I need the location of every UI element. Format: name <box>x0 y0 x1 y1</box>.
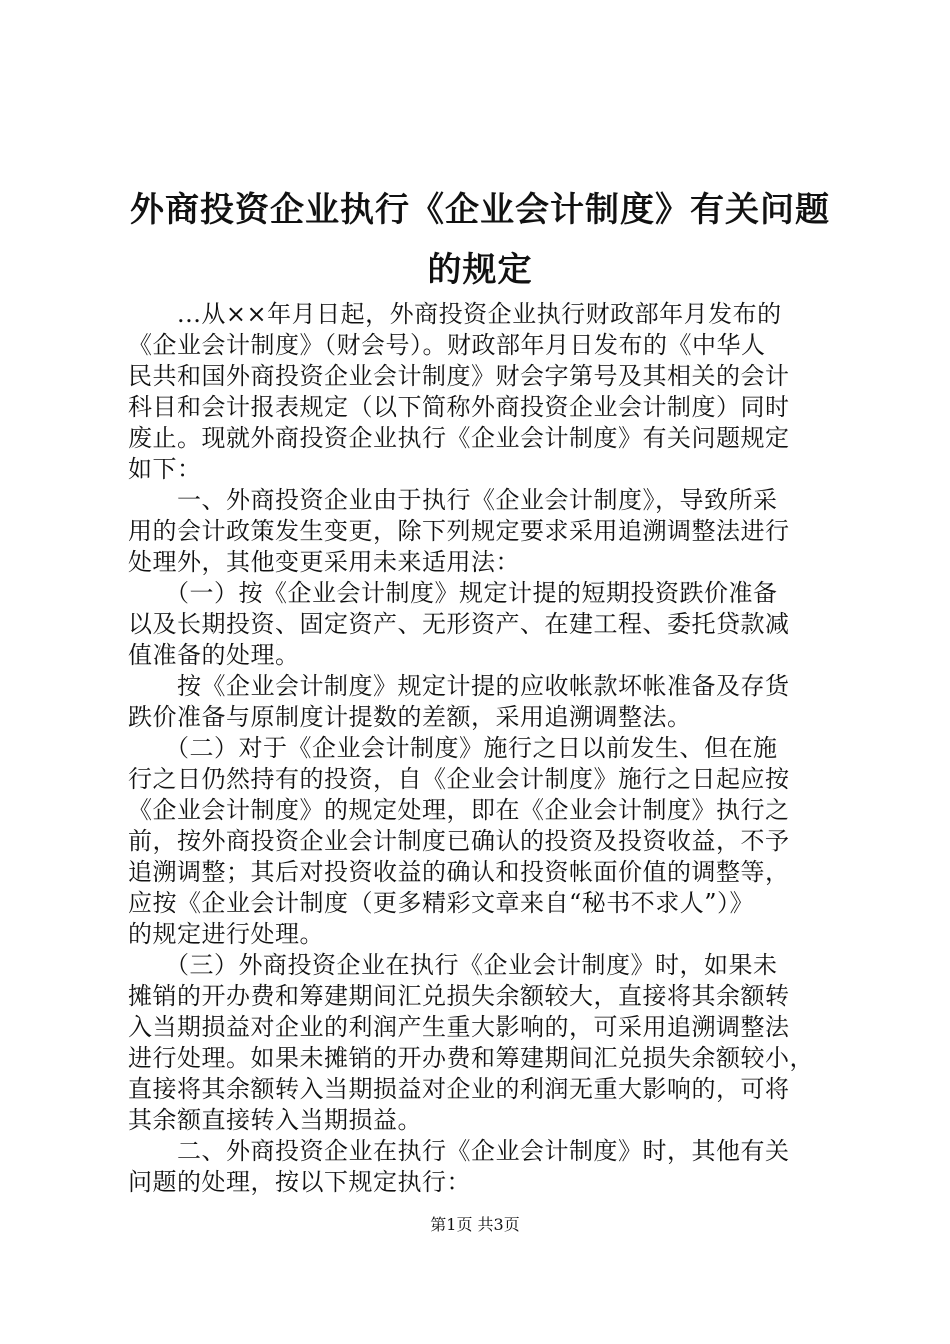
body-line: 问题的处理，按以下规定执行： <box>128 1168 471 1196</box>
body-line: 摊销的开办费和筹建期间汇兑损失余额较大，直接将其余额转 <box>128 982 790 1010</box>
body-line: 按《企业会计制度》规定计提的应收帐款坏帐准备及存货 <box>128 672 790 700</box>
body-line: 《企业会计制度》的规定处理，即在《企业会计制度》执行之 <box>128 796 790 824</box>
body-line: 一、外商投资企业由于执行《企业会计制度》，导致所采 <box>128 486 778 514</box>
body-line: 废止。现就外商投资企业执行《企业会计制度》有关问题规定 <box>128 424 790 452</box>
body-line: 前，按外商投资企业会计制度已确认的投资及投资收益，不予 <box>128 827 790 855</box>
body-line: 入当期损益对企业的利润产生重大影响的，可采用追溯调整法 <box>128 1013 790 1041</box>
body-line: 《企业会计制度》（财会号）。财政部年月日发布的《中华人 <box>128 331 766 359</box>
body-line: ...从××年月日起，外商投资企业执行财政部年月发布的 <box>128 300 782 328</box>
body-line: 二、外商投资企业在执行《企业会计制度》时，其他有关 <box>128 1137 790 1165</box>
body-line: 跌价准备与原制度计提数的差额，采用追溯调整法。 <box>128 703 692 731</box>
body-line: 处理外，其他变更采用未来适用法： <box>128 548 520 576</box>
page-number-footer: 第1页 共3页 <box>430 1215 520 1234</box>
body-line: 其余额直接转入当期损益。 <box>128 1106 422 1134</box>
body-line: （三）外商投资企业在执行《企业会计制度》时，如果未 <box>128 951 778 979</box>
body-line: 追溯调整；其后对投资收益的确认和投资帐面价值的调整等， <box>128 858 790 886</box>
body-line: 直接将其余额转入当期损益对企业的利润无重大影响的，可将 <box>128 1075 790 1103</box>
body-line: （一）按《企业会计制度》规定计提的短期投资跌价准备 <box>128 579 778 607</box>
body-line: 的规定进行处理。 <box>128 920 324 948</box>
document-title-line-1: 外商投资企业执行《企业会计制度》有关问题 <box>130 190 830 230</box>
body-line: 科目和会计报表规定（以下简称外商投资企业会计制度）同时 <box>128 393 790 421</box>
body-line: 行之日仍然持有的投资，自《企业会计制度》施行之日起应按 <box>128 765 790 793</box>
body-line: 以及长期投资、固定资产、无形资产、在建工程、委托贷款减 <box>128 610 790 638</box>
body-line: （二）对于《企业会计制度》施行之日以前发生、但在施 <box>128 734 778 762</box>
body-line: 如下： <box>128 455 202 483</box>
body-line: 进行处理。如果未摊销的开办费和筹建期间汇兑损失余额较小， <box>128 1044 814 1072</box>
body-line: 值准备的处理。 <box>128 641 300 669</box>
body-line: 应按《企业会计制度（更多精彩文章来自“秘书不求人”）》 <box>128 889 755 917</box>
body-line: 民共和国外商投资企业会计制度》财会字第号及其相关的会计 <box>128 362 790 390</box>
document-title-line-2: 的规定 <box>427 250 533 290</box>
body-line: 用的会计政策发生变更，除下列规定要求采用追溯调整法进行 <box>128 517 790 545</box>
